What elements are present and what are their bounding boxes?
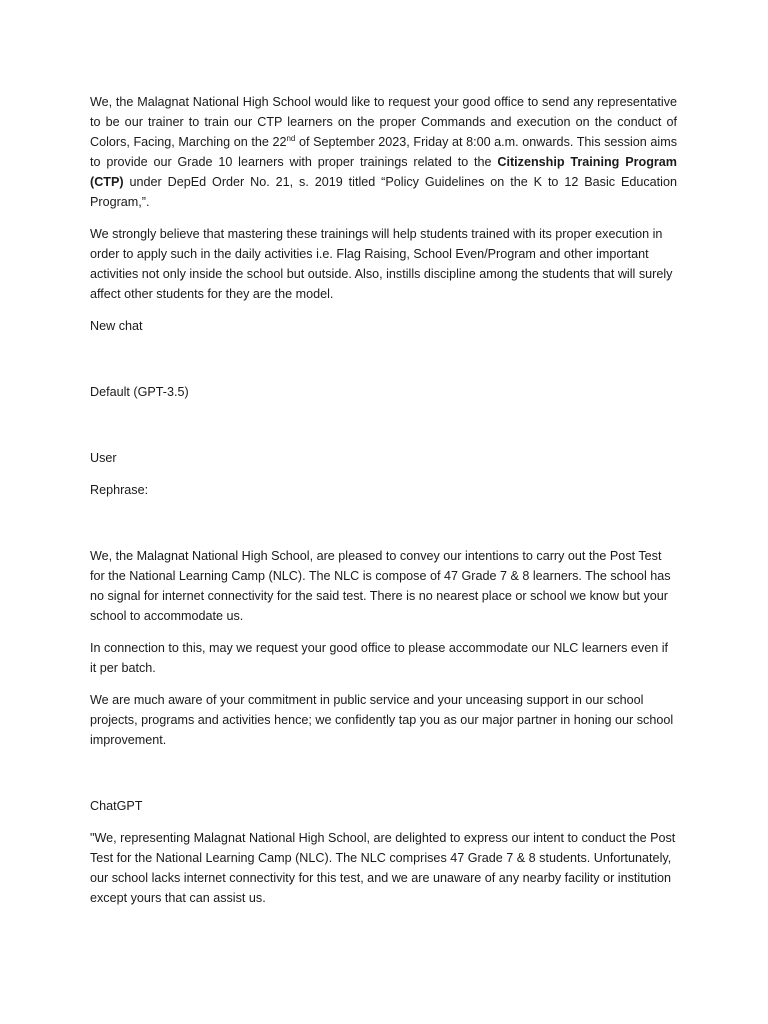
program-name-bold: Citizenship Training Program (CTP)	[90, 155, 677, 189]
spacer	[90, 512, 677, 546]
spacer	[90, 348, 677, 382]
rephrase-prompt: Rephrase:	[90, 483, 149, 497]
letter-p1-text-a: We, the Malagnat National High School would like to request your good office to send any representative to be our trainer to train our CTP learners on the proper Commands and execution on the conduct of Colors, Facing, Marching on the 22	[90, 95, 677, 149]
new-chat-label: New chat	[90, 319, 143, 333]
letter-paragraph-2: We strongly believe that mastering these trainings will help students trained with its proper execution in order to apply such in the daily activities i.e. Flag Raising, School Even/Program and other important activities not only inside the school but outside. Also, instills discipline among the students that will surely affect other students for they are the model.	[90, 227, 673, 301]
model-label: Default (GPT-3.5)	[90, 385, 189, 399]
user-label: User	[90, 451, 117, 465]
letter-paragraph-1	[90, 92, 677, 212]
spacer	[90, 414, 677, 448]
user-paragraph-1: We, the Malagnat National High School, are pleased to convey our intentions to carry out the Post Test for the National Learning Camp (NLC). The NLC is compose of 47 Grade 7 & 8 learners. The school has no signal for internet connectivity for the said test. There is no nearest place or school we know but your school to accommodate us.	[90, 549, 671, 623]
ordinal-suffix: nd	[286, 133, 296, 143]
letter-p1-text-b: of September 2023, Friday at 8:00 a.m. onwards. This session aims to provide our Grade 10 learners with proper trainings related to the	[90, 135, 677, 169]
spacer	[90, 762, 677, 796]
document-page	[90, 92, 677, 920]
user-paragraph-2: In connection to this, may we request your good office to please accommodate our NLC learners even if it per batch.	[90, 641, 668, 675]
letter-p1-text-c: under DepEd Order No. 21, s. 2019 titled “Policy Guidelines on the K to 12 Basic Education Program,”.	[90, 175, 677, 209]
assistant-label: ChatGPT	[90, 799, 143, 813]
user-paragraph-3: We are much aware of your commitment in public service and your unceasing support in our school projects, programs and activities hence; we confidently tap you as our major partner in honing our school improvement.	[90, 693, 674, 747]
assistant-paragraph-1: "We, representing Malagnat National High School, are delighted to express our intent to conduct the Post Test for the National Learning Camp (NLC). The NLC comprises 47 Grade 7 & 8 students. Unfortunately, our school lacks internet connectivity for this test, and we are unaware of any nearby facility or institution except yours that can assist us.	[90, 831, 676, 905]
